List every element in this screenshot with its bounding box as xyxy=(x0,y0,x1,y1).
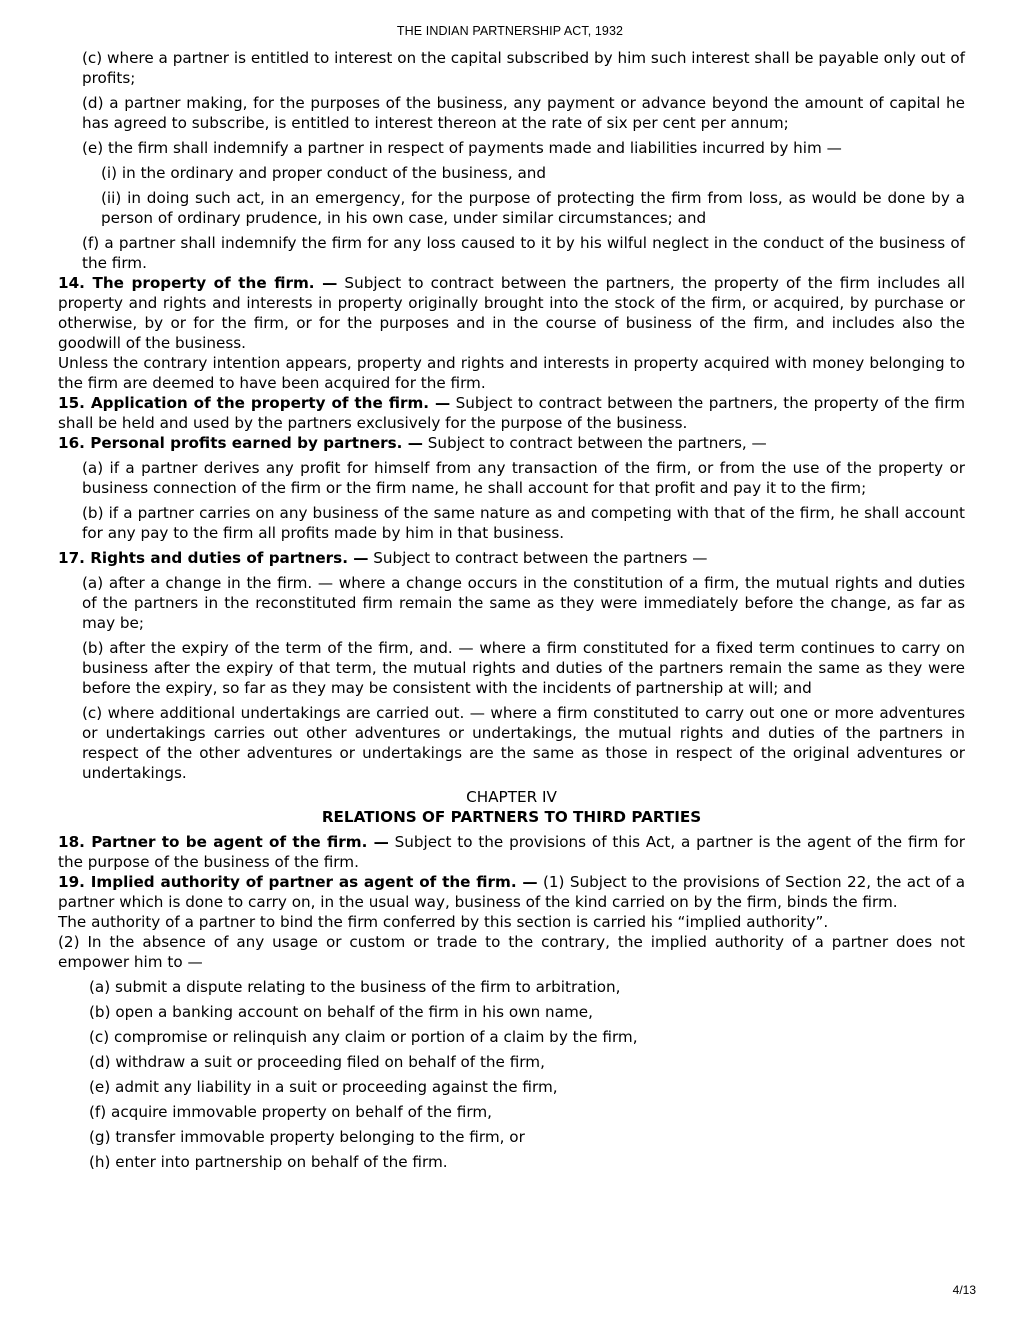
list-item-19c: (c) compromise or relinquish any claim or portion of a claim by the firm, xyxy=(89,1028,638,1046)
clause-13d: (d) a partner making, for the purposes of the business, any payment or advance beyond the amount of capital he has agreed to subscribe, is entitled to interest thereon at the rate of six per cent per annum; xyxy=(82,94,965,132)
list-item-19h: (h) enter into partnership on behalf of the firm. xyxy=(89,1153,448,1171)
clause-13f: (f) a partner shall indemnify the firm for any loss caused to it by his wilful neglect in the conduct of the business of the firm. xyxy=(82,234,965,272)
section-15 xyxy=(58,393,965,433)
section-16-heading: 16. Personal profits earned by partners. — xyxy=(58,434,423,452)
section-18-text: Subject to the provisions of this Act, a partner is the agent of the firm for the purpose of the business of the firm. xyxy=(58,833,965,871)
section-19-subsection-2: (2) In the absence of any usage or custom or trade to the contrary, the implied authority of a partner does not empower him to — xyxy=(58,933,965,971)
list-item-19e: (e) admit any liability in a suit or proceeding against the firm, xyxy=(89,1078,558,1096)
section-19 xyxy=(58,872,965,912)
section-19-heading: 19. Implied authority of partner as agent of the firm. — xyxy=(58,873,538,891)
section-19-text: (1) Subject to the provisions of Section 22, the act of a partner which is done to carry on, in the usual way, business of the kind carried on by the firm, binds the firm. xyxy=(58,873,965,911)
section-17 xyxy=(58,548,965,568)
clause-13c: (c) where a partner is entitled to interest on the capital subscribed by him such interest shall be payable only out of profits; xyxy=(82,49,965,87)
list-item-19a: (a) submit a dispute relating to the business of the firm to arbitration, xyxy=(89,978,621,996)
clause-17a: (a) after a change in the firm. — where a change occurs in the constitution of a firm, the mutual rights and duties of the partners in the reconstituted firm remain the same as they were immediately before the change, as far as may be; xyxy=(82,574,965,632)
list-item-19g: (g) transfer immovable property belonging to the firm, or xyxy=(89,1128,525,1146)
list-item-19f: (f) acquire immovable property on behalf of the firm, xyxy=(89,1103,492,1121)
section-14 xyxy=(58,273,965,353)
section-18 xyxy=(58,832,965,872)
clause-17c: (c) where additional undertakings are carried out. — where a firm constituted to carry out one or more adventures or undertakings carries out other adventures or undertakings, the mutual rights and duties of the partners in respect of the other adventures or undertakings are the same as those in respect of the original adventures or undertakings. xyxy=(82,704,965,782)
section-17-heading: 17. Rights and duties of partners. — xyxy=(58,549,369,567)
section-14-heading: 14. The property of the firm. — xyxy=(58,274,338,292)
clause-16b: (b) if a partner carries on any business of the same nature as and competing with that of the firm, he shall account for any pay to the firm all profits made by him in that business. xyxy=(82,504,965,542)
section-17-text: Subject to contract between the partners — xyxy=(368,549,708,567)
sub-clause-13e-i: (i) in the ordinary and proper conduct of the business, and xyxy=(101,164,547,182)
sub-clause-13e-ii: (ii) in doing such act, in an emergency, for the purpose of protecting the firm from loss, as would be done by a person of ordinary prudence, in his own case, under similar circumstances; and xyxy=(101,189,965,227)
document-body xyxy=(58,48,965,1172)
clause-16a: (a) if a partner derives any profit for himself from any transaction of the firm, or from the use of the property or business connection of the firm or the firm name, he shall account for that profit and pay it to the firm; xyxy=(82,459,965,497)
section-16 xyxy=(58,433,965,453)
section-14-text: Subject to contract between the partners, the property of the firm includes all property and rights and interests in property originally brought into the stock of the firm, or acquired, by purchase or otherwise, by or for the firm, or for the purposes and in the course of business of the firm, and includes also the goodwill of the business. xyxy=(58,274,965,352)
section-16-text: Subject to contract between the partners, — xyxy=(422,434,767,452)
chapter-number: CHAPTER IV xyxy=(466,788,557,806)
list-item-19b: (b) open a banking account on behalf of the firm in his own name, xyxy=(89,1003,593,1021)
running-header: THE INDIAN PARTNERSHIP ACT, 1932 xyxy=(396,24,624,38)
page-number: 4/13 xyxy=(952,1283,976,1297)
clause-17b: (b) after the expiry of the term of the firm, and. — where a firm constituted for a fixed term continues to carry on business after the expiry of that term, the mutual rights and duties of the partners remain the same as they were before the expiry, so far as they may be consistent with the incidents of partnership at will; and xyxy=(82,639,965,697)
section-19-para-2: The authority of a partner to bind the firm conferred by this section is carried his “implied authority”. xyxy=(58,913,829,931)
section-14-para-2: Unless the contrary intention appears, property and rights and interests in property acquired with money belonging to the firm are deemed to have been acquired for the firm. xyxy=(58,354,965,392)
section-15-text: Subject to contract between the partners, the property of the firm shall be held and used by the partners exclusively for the purpose of the business. xyxy=(58,394,965,432)
list-item-19d: (d) withdraw a suit or proceeding filed on behalf of the firm, xyxy=(89,1053,545,1071)
section-18-heading: 18. Partner to be agent of the firm. — xyxy=(58,833,389,851)
chapter-title: RELATIONS OF PARTNERS TO THIRD PARTIES xyxy=(321,808,702,826)
clause-13e: (e) the firm shall indemnify a partner in respect of payments made and liabilities incurred by him — xyxy=(82,139,842,157)
section-15-heading: 15. Application of the property of the firm. — xyxy=(58,394,451,412)
